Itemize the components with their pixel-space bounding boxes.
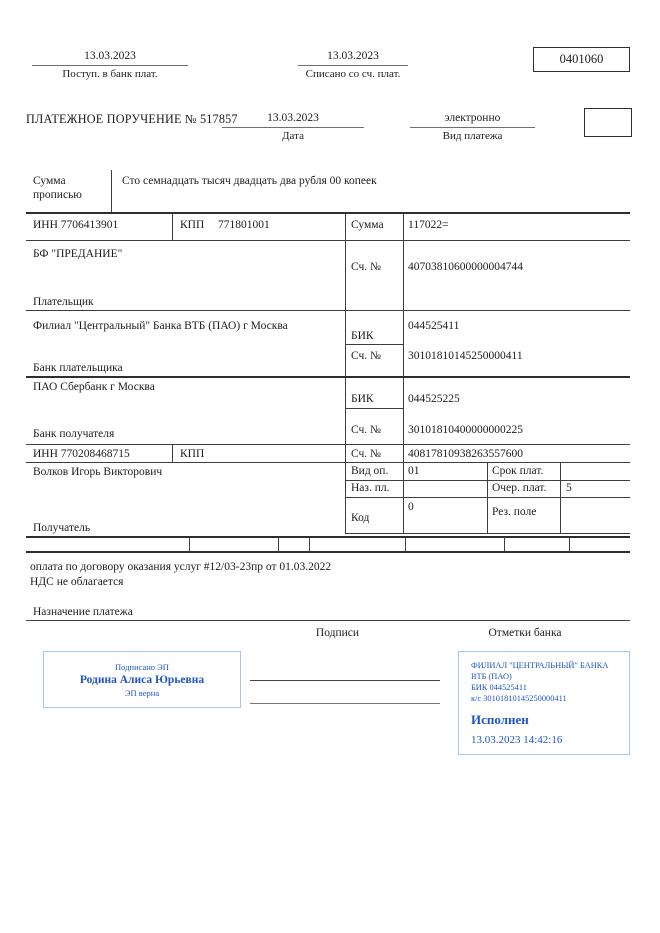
row-border-inn — [26, 240, 630, 241]
row-border-payee-account — [26, 462, 630, 463]
debited-from-account-date: 13.03.2023 — [327, 50, 379, 62]
bik-cell-border-payee-bank — [345, 408, 404, 409]
payment-kind-value: электронно — [444, 112, 501, 124]
bottom-row-divider-1 — [189, 537, 190, 551]
bottom-row-border — [26, 551, 630, 553]
vid-op-value: 01 — [408, 465, 420, 477]
empty-code-box — [584, 108, 632, 137]
sum-value: 117022= — [408, 219, 449, 231]
bank-stamp-bik: БИК 044525411 — [471, 682, 527, 692]
naz-pl-label: Наз. пл. — [351, 482, 390, 494]
payment-kind-label: Вид платежа — [442, 130, 503, 142]
amount-words-label-2: прописью — [33, 189, 82, 201]
purpose-underline — [26, 620, 630, 621]
signature-stamp-signed-label: Подписано ЭП — [115, 661, 169, 672]
payee-name: Волков Игорь Викторович — [33, 466, 163, 478]
signatures-label: Подписи — [315, 627, 360, 639]
amount-words-label-1: Сумма — [33, 175, 66, 187]
form-code-box: 0401060 — [533, 47, 630, 72]
received-in-bank-date: 13.03.2023 — [84, 50, 136, 62]
table-vertical-values-left — [403, 213, 404, 533]
row-border-payer-bank — [26, 376, 630, 378]
payer-bank-bik-label: БИК — [351, 330, 374, 342]
document-date-underline — [222, 127, 364, 128]
row-border-payee-bank — [26, 444, 630, 445]
table-top-border — [26, 212, 630, 214]
payee-account: 40817810938263557600 — [408, 448, 523, 460]
bank-stamp-branch-line-1: ФИЛИАЛ "ЦЕНТРАЛЬНЫЙ" БАНКА — [471, 661, 609, 670]
inn-kpp-divider-payee — [172, 444, 173, 462]
document-title: ПЛАТЕЖНОЕ ПОРУЧЕНИЕ № 517857 — [26, 112, 238, 126]
debited-date-underline — [298, 65, 408, 66]
bottom-row-divider-2 — [278, 537, 279, 551]
signature-line-2 — [250, 703, 440, 704]
bik-cell-border-payer-bank — [345, 344, 404, 345]
payer-inn: ИНН 7706413901 — [33, 219, 119, 231]
srok-plat-label: Срок плат. — [492, 465, 544, 477]
row-border-payer — [26, 310, 630, 311]
bank-stamp-branch-line-2: ВТБ (ПАО) — [471, 671, 512, 681]
bank-stamp-status: Исполнен — [471, 711, 529, 727]
signature-stamp-name: Родина Алиса Юрьевна — [79, 673, 205, 686]
row-border-vid-op — [345, 480, 630, 481]
row-border-payee — [26, 536, 630, 538]
payee-kpp-label: КПП — [180, 448, 205, 460]
bank-marks-label: Отметки банка — [488, 627, 562, 639]
inn-kpp-divider-payer — [172, 213, 173, 240]
sum-label: Сумма — [351, 219, 384, 231]
bank-stamp-corr-account: к/с 30101810145250000411 — [471, 693, 567, 703]
amount-words-divider — [111, 170, 112, 213]
payee-label: Получатель — [33, 522, 91, 534]
row-border-naz-pl — [345, 497, 630, 498]
document-date: 13.03.2023 — [267, 112, 319, 124]
payee-bank-account: 30101810400000000225 — [408, 424, 523, 436]
ocher-plat-label: Очер. плат. — [492, 482, 547, 494]
payee-bank-label: Банк получателя — [33, 428, 115, 440]
bank-stamp-datetime: 13.03.2023 14:42:16 — [471, 733, 563, 746]
kod-label: Код — [351, 512, 370, 524]
table-vertical-labels-left — [345, 213, 346, 533]
date-label: Дата — [282, 130, 304, 142]
bottom-row-divider-6 — [569, 537, 570, 551]
payee-bank-account-label: Сч. № — [351, 424, 382, 436]
payer-account-label: Сч. № — [351, 261, 382, 273]
payer-bank-account: 30101810145250000411 — [408, 350, 523, 362]
payee-bank-bik: 044525225 — [408, 393, 460, 405]
payer-bank-label: Банк плательщика — [33, 362, 123, 374]
rez-pole-label: Рез. поле — [492, 506, 537, 518]
payee-account-label: Сч. № — [351, 448, 382, 460]
signature-stamp-valid-label: ЭП верна — [124, 687, 160, 698]
payer-bank-bik: 044525411 — [408, 320, 460, 332]
payment-kind-underline — [410, 127, 535, 128]
amount-in-words: Сто семнадцать тысяч двадцать два рубля 00 копеек — [122, 175, 377, 187]
payer-account: 40703810600000004744 — [408, 261, 523, 273]
purpose-line-1: оплата по договору оказания услуг #12/03-23пр от 01.03.2022 — [30, 561, 332, 573]
bottom-row-divider-4 — [405, 537, 406, 551]
purpose-line-2: НДС не облагается — [30, 576, 124, 588]
ocher-plat-value: 5 — [566, 482, 572, 494]
payer-label: Плательщик — [33, 296, 94, 308]
bottom-row-divider-5 — [504, 537, 505, 551]
row-border-kod — [345, 533, 630, 534]
signature-line-1 — [250, 680, 440, 681]
payee-bank-name: ПАО Сбербанк г Москва — [33, 381, 155, 393]
payee-bank-bik-label: БИК — [351, 393, 374, 405]
debited-from-account-label: Списано со сч. плат. — [305, 68, 401, 80]
received-in-bank-label: Поступ. в банк плат. — [62, 68, 158, 80]
payer-kpp-label: КПП — [180, 219, 205, 231]
payer-kpp-value: 771801001 — [218, 219, 270, 231]
payer-bank-account-label: Сч. № — [351, 350, 382, 362]
received-date-underline — [32, 65, 188, 66]
signature-stamp — [43, 651, 241, 708]
bottom-row-divider-3 — [309, 537, 310, 551]
kod-value: 0 — [408, 501, 414, 513]
payer-bank-name: Филиал "Центральный" Банка ВТБ (ПАО) г Москва — [33, 320, 288, 332]
vid-op-label: Вид оп. — [351, 465, 389, 477]
payer-name: БФ "ПРЕДАНИЕ" — [33, 248, 123, 260]
bank-stamp — [458, 651, 630, 755]
purpose-label: Назначение платежа — [33, 606, 133, 618]
payee-inn: ИНН 770208468715 — [33, 448, 130, 460]
